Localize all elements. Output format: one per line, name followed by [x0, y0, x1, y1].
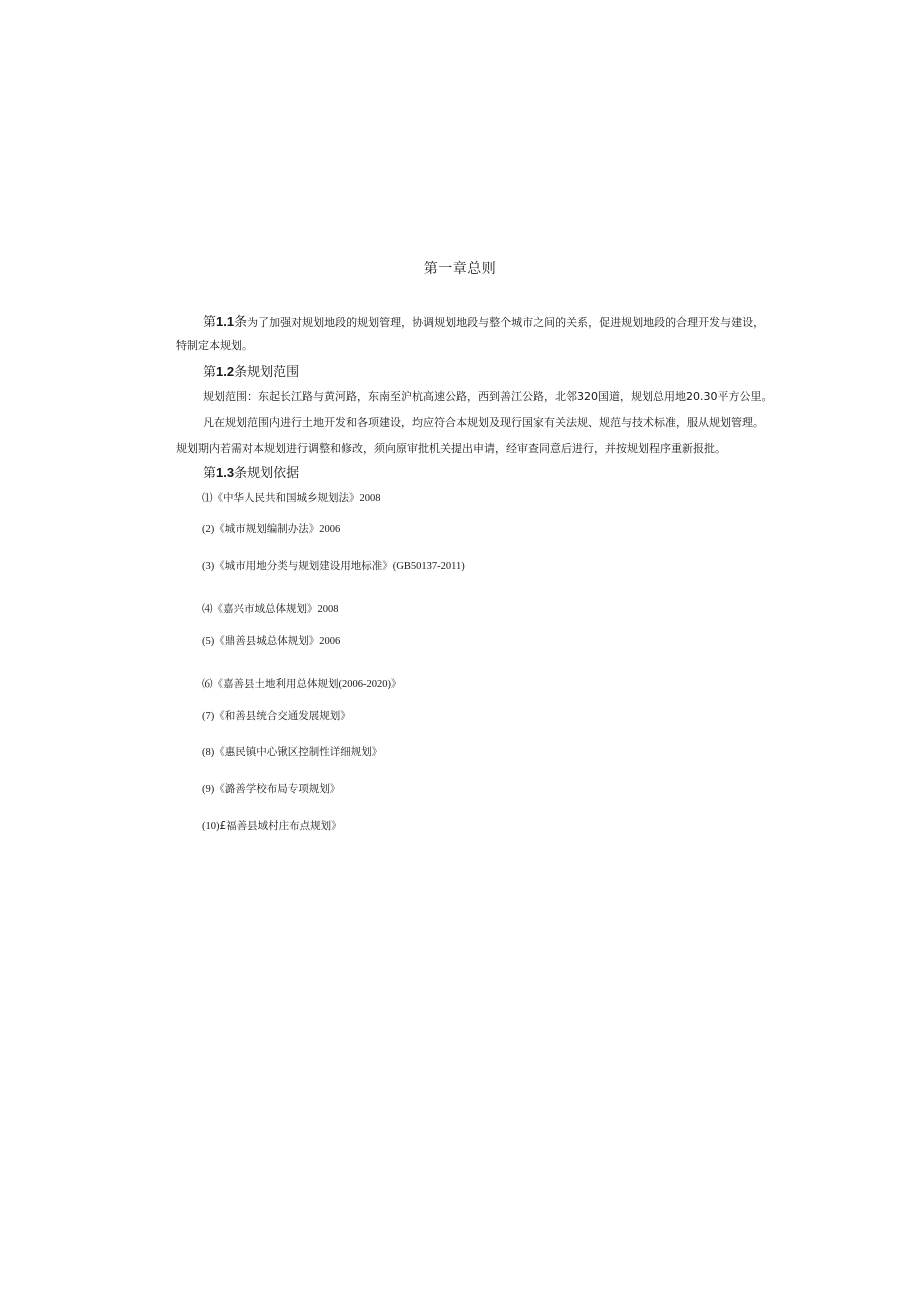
reference-item	[202, 633, 340, 648]
article-1-3-title: 条规划依据	[234, 466, 300, 481]
reference-number: (8)	[202, 747, 215, 758]
reference-item	[202, 558, 465, 573]
article-1-2-para-2-line-1: 凡在规划范围内进行土地开发和各项建设，均应符合本规划及现行国家有关法规、规范与技术标准，服从规划管理。	[203, 416, 764, 429]
reference-item	[202, 818, 342, 833]
reference-number: ⑴	[202, 493, 213, 504]
article-1-2-para-1: 规划范围：东起长江路与黄河路，东南至沪杭高速公路，西到善江公路，北邻320国道，规划总用地20.30平方公里。	[203, 390, 773, 403]
reference-title: 《城市规划编制办法》	[214, 523, 320, 535]
reference-item	[202, 521, 340, 536]
reference-year: 2006	[319, 636, 341, 647]
article-1-1-line-1	[203, 311, 764, 330]
reference-number: ⑷	[202, 604, 213, 615]
reference-title: 《中华人民共和国城乡规划法》	[212, 492, 360, 504]
article-1-3-number: 1.3	[216, 465, 235, 480]
reference-year: 2008	[317, 604, 339, 615]
reference-number: ⑹	[202, 679, 213, 690]
reference-year: 2008	[359, 493, 381, 504]
article-1-2-para-2-line-2: 规划期内若需对本规划进行调整和修改，须向原审批机关提出申请，经审查同意后进行，并按规划程序重新报批。	[176, 442, 726, 455]
reference-title: 《和善县统合交通发展规划》	[214, 710, 351, 722]
reference-number: (9)	[202, 784, 215, 795]
article-1-1-text-line-1: 为了加强对规划地段的规划管理，协调规划地段与整个城市之间的关系，促进规划地段的合理开发与建设，	[247, 316, 765, 329]
article-1-1-prefix: 第	[203, 315, 217, 330]
reference-item	[202, 490, 381, 505]
reference-item	[202, 676, 402, 691]
article-1-2-number: 1.2	[216, 364, 235, 379]
reference-item	[202, 744, 382, 759]
reference-number: (3)	[202, 561, 215, 572]
reference-number: (10)	[202, 821, 220, 832]
reference-item	[202, 708, 351, 723]
reference-title: 《嘉兴市域总体规划》	[212, 603, 318, 615]
article-1-2-title: 条规划范围	[234, 365, 300, 380]
article-1-1-text-line-2: 特制定本规划。	[176, 339, 253, 352]
article-1-3-heading	[203, 462, 299, 481]
reference-item	[202, 601, 339, 616]
reference-number: (7)	[202, 711, 215, 722]
article-1-1-suffix: 条	[234, 315, 248, 330]
article-1-1-number: 1.1	[216, 314, 235, 329]
article-1-2-prefix: 第	[203, 365, 217, 380]
reference-title: 《鼎善县城总体规划》	[214, 635, 320, 647]
article-1-3-prefix: 第	[203, 466, 217, 481]
reference-title: 《城市用地分类与规划建设用地标准》	[214, 560, 393, 572]
reference-item	[202, 781, 340, 796]
reference-title: 《嘉善县土地利用总体规划	[212, 678, 339, 690]
reference-number: (5)	[202, 636, 215, 647]
chapter-title: 第一章总则	[423, 261, 497, 277]
reference-title: 《潞善学校布局专项规划》	[214, 783, 341, 795]
reference-year: 2006	[319, 524, 341, 535]
reference-year: (2006-2020)》	[338, 679, 402, 690]
reference-title: 《惠民镇中心锹区控制性详细规划》	[214, 746, 383, 758]
article-1-2-heading	[203, 361, 299, 380]
reference-title: £福善县域村庄布点规划》	[219, 820, 342, 832]
reference-year: (GB50137-2011)	[392, 561, 465, 572]
reference-number: (2)	[202, 524, 215, 535]
